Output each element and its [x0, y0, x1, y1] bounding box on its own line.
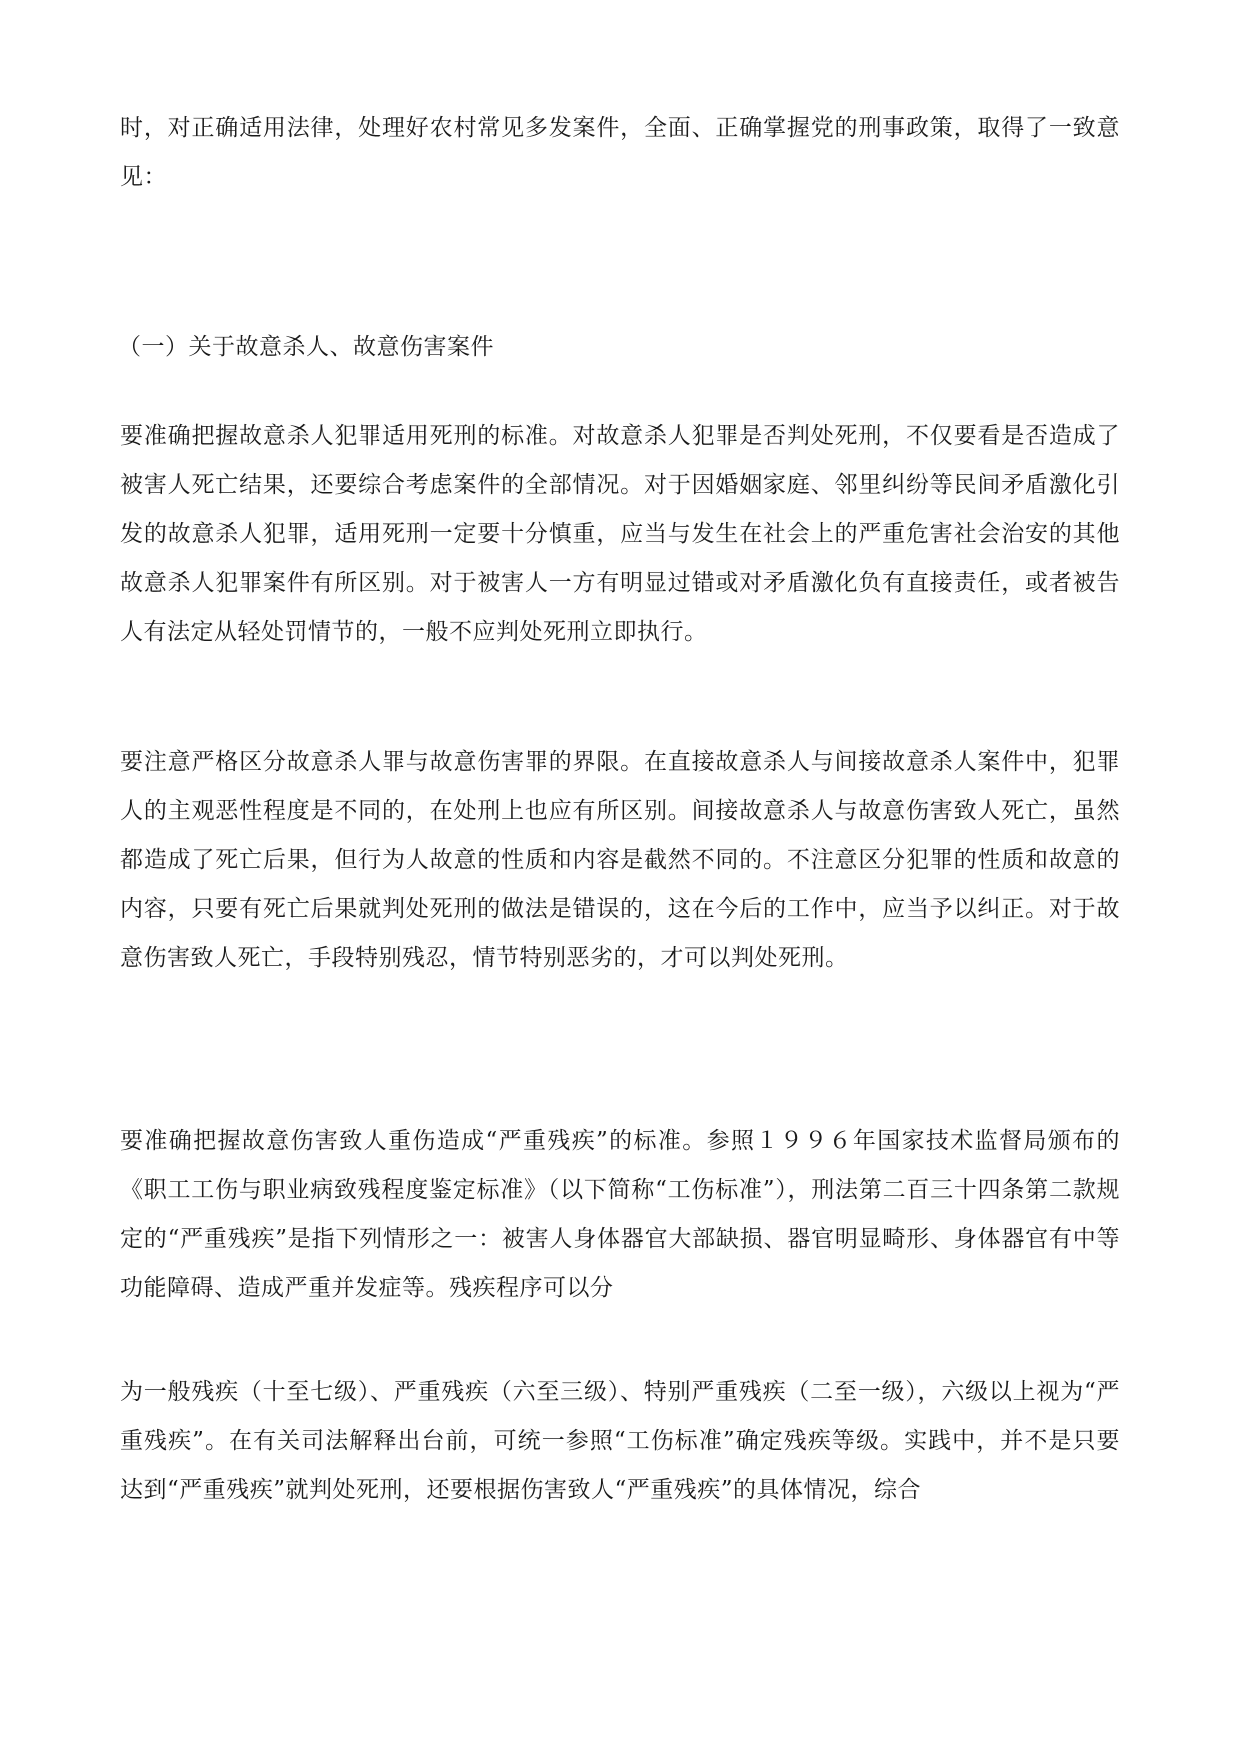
paragraph-severe-disability-standard: 要准确把握故意伤害致人重伤造成“严重残疾”的标准。参照１９９６年国家技术监督局颁布的《职工工伤与职业病致残程度鉴定标准》（以下简称“工伤标准”），刑法第二百三十四条第二款规定的“严重残疾”是指下列情形之一：被害人身体器官大部缺损、器官明显畸形、身体器官有中等功能障碍、造成严重并发症等。残疾程序可以分: [120, 1128, 1120, 1301]
section-heading: （一）关于故意杀人、故意伤害案件: [118, 334, 494, 360]
paragraph-disability-grades: 为一般残疾（十至七级）、严重残疾（六至三级）、特别严重残疾（二至一级），六级以上视为“严重残疾”。在有关司法解释出台前，可统一参照“工伤标准”确定残疾等级。实践中，并不是只要达到“严重残疾”就判处死刑，还要根据伤害致人“严重残疾”的具体情况，综合: [120, 1379, 1120, 1503]
intro-paragraph: 时，对正确适用法律，处理好农村常见多发案件，全面、正确掌握党的刑事政策，取得了一致意见：: [120, 115, 1120, 190]
paragraph-intentional-homicide-vs-injury: 要注意严格区分故意杀人罪与故意伤害罪的界限。在直接故意杀人与间接故意杀人案件中，犯罪人的主观恶性程度是不同的，在处刑上也应有所区别。间接故意杀人与故意伤害致人死亡，虽然都造成了死亡后果，但行为人故意的性质和内容是截然不同的。不注意区分犯罪的性质和故意的内容，只要有死亡后果就判处死刑的做法是错误的，这在今后的工作中，应当予以纠正。对于故意伤害致人死亡，手段特别残忍，情节特别恶劣的，才可以判处死刑。: [120, 749, 1120, 971]
paragraph-death-penalty-standard: 要准确把握故意杀人犯罪适用死刑的标准。对故意杀人犯罪是否判处死刑，不仅要看是否造成了被害人死亡结果，还要综合考虑案件的全部情况。对于因婚姻家庭、邻里纠纷等民间矛盾激化引发的故意杀人犯罪，适用死刑一定要十分慎重，应当与发生在社会上的严重危害社会治安的其他故意杀人犯罪案件有所区别。对于被害人一方有明显过错或对矛盾激化负有直接责任，或者被告人有法定从轻处罚情节的，一般不应判处死刑立即执行。: [120, 423, 1120, 645]
